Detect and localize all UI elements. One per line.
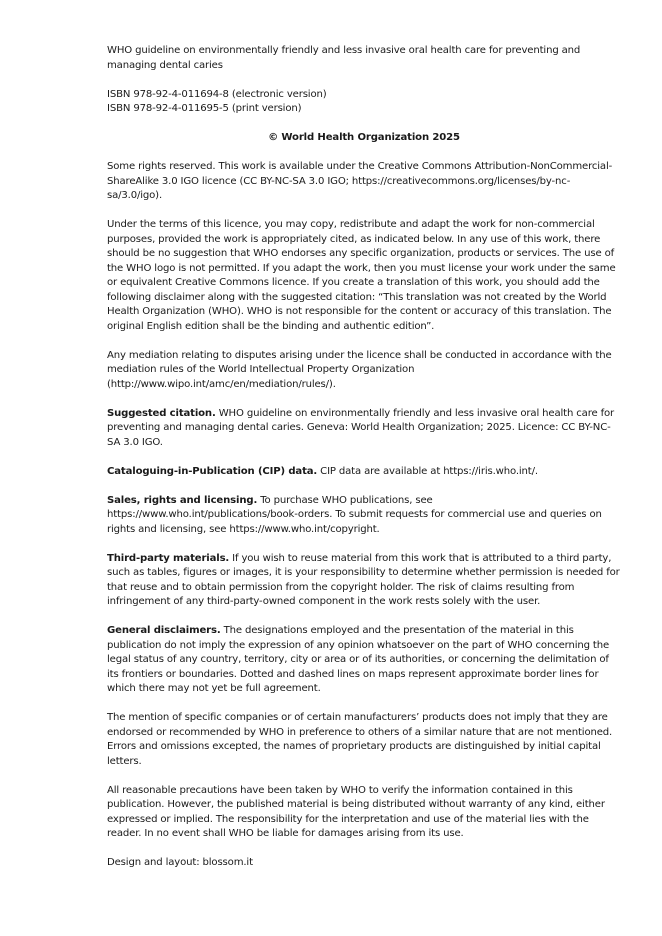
third-party-lead: Third-party materials. bbox=[107, 552, 230, 564]
sales-text: To purchase WHO publications, see https://www.who.int/publications/book-orders. To submit requests for commercial use and queries on rights and licensing, see https://www.who.int/copyright. bbox=[107, 494, 602, 535]
precautions-disclaimer: All reasonable precautions have been taken by WHO to verify the information contained in this publication. However, the published material is being distributed without warranty of any kind, either expressed or implied. The responsibility for the interpretation and use of the material lies with the reader. In no event shall WHO be liable for damages arising from its use. bbox=[107, 784, 605, 839]
design-credit: Design and layout: blossom.it bbox=[107, 857, 253, 868]
suggested-citation bbox=[107, 407, 621, 451]
sales-rights-licensing bbox=[107, 494, 621, 538]
isbn-electronic: ISBN 978-92-4-011694-8 (electronic version) bbox=[107, 88, 327, 100]
publication-title: WHO guideline on environmentally friendly and less invasive oral health care for preventing and managing dental caries bbox=[107, 45, 581, 71]
suggested-citation-text: WHO guideline on environmentally friendly and less invasive oral health care for preventing and managing dental caries. Geneva: World Health Organization; 2025. Licence: CC BY-NC-SA 3.0 IGO. bbox=[107, 407, 615, 448]
companies-disclaimer: The mention of specific companies or of certain manufacturers’ products does not imply that they are endorsed or recommended by WHO in preference to others of a similar nature that are not mentioned. Errors and omissions excepted, the names of proprietary products are distinguished by initial capital letters. bbox=[107, 712, 613, 767]
copyright-notice: © World Health Organization 2025 bbox=[268, 132, 460, 143]
cip-data bbox=[107, 465, 621, 480]
third-party-text: If you wish to reuse material from this work that is attributed to a third party, such as tables, figures or images, it is your responsibility to determine whether permission is needed for that reuse and to obtain permission from the copyright holder. The risk of claims resulting from infringement of any third-party-owned component in the work rests solely with the user. bbox=[107, 552, 620, 607]
copyright-page bbox=[107, 44, 621, 885]
sales-lead: Sales, rights and licensing. bbox=[107, 494, 258, 506]
rights-statement: Some rights reserved. This work is available under the Creative Commons Attribution-NonCommercial-ShareAlike 3.0 IGO licence (CC BY-NC-SA 3.0 IGO; https://creativecommons.org/licenses/by-nc-sa/3.0/igo). bbox=[107, 161, 613, 201]
cip-data-text: CIP data are available at https://iris.who.int/. bbox=[320, 465, 538, 477]
third-party-materials bbox=[107, 552, 621, 610]
general-disclaimers bbox=[107, 624, 621, 697]
licence-terms: Under the terms of this licence, you may copy, redistribute and adapt the work for non-commercial purposes, provided the work is appropriately cited, as indicated below. In any use of this work, there should be no suggestion that WHO endorses any specific organization, products or services. The use of the WHO logo is not permitted. If you adapt the work, then you must license your work under the same or equivalent Creative Commons licence. If you create a translation of this work, you should add the following disclaimer along with the suggested citation: “This translation was not created by the World Health Organization (WHO). WHO is not responsible for the content or accuracy of this translation. The original English edition shall be the binding and authentic edition”. bbox=[107, 219, 616, 332]
disclaimers-text: The designations employed and the presentation of the material in this publication do not imply the expression of any opinion whatsoever on the part of WHO concerning the legal status of any country, territory, city or area or of its authorities, or concerning the delimitation of its frontiers or boundaries. Dotted and dashed lines on maps represent approximate border lines for which there may not yet be full agreement. bbox=[107, 625, 610, 694]
cip-data-lead: Cataloguing-in-Publication (CIP) data. bbox=[107, 465, 318, 477]
mediation-statement: Any mediation relating to disputes arising under the licence shall be conducted in accordance with the mediation rules of the World Intellectual Property Organization (http://www.wipo.int/amc/en/mediation/rules/). bbox=[107, 349, 612, 390]
suggested-citation-lead: Suggested citation. bbox=[107, 407, 216, 419]
isbn-print: ISBN 978-92-4-011695-5 (print version) bbox=[107, 103, 302, 114]
disclaimers-lead: General disclaimers. bbox=[107, 625, 221, 636]
